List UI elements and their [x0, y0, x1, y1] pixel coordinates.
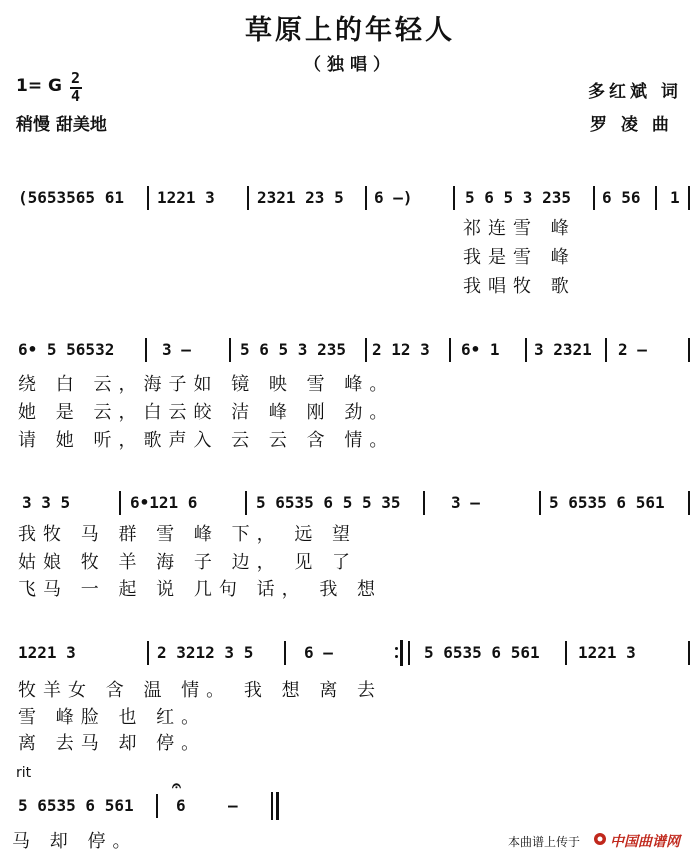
barline [147, 186, 149, 210]
time-signature-denominator: 4 [71, 87, 81, 105]
barline [688, 491, 690, 515]
measure-9-notes: 3 – [162, 340, 191, 359]
barline [247, 186, 249, 210]
song-title: 草原上的年轻人 [245, 15, 455, 46]
lyric-verse-3: 飞马 一 起 说 几句 话， 我 想 [18, 579, 383, 600]
repeat-end-barline [395, 638, 403, 668]
measure-19-notes: 5 6535 6 561 [549, 493, 665, 512]
lyric-verse-1: 牧羊女 含 温 情。 我 想 离 去 [18, 680, 383, 701]
ritardando-mark: rit [16, 765, 32, 781]
barline [365, 338, 367, 362]
key-signature: 1= G [16, 76, 62, 96]
barline [365, 186, 367, 210]
lyric-verse-3: 离 去马 却 停。 [18, 733, 207, 754]
measure-25-notes: 5 6535 6 561 [18, 796, 134, 815]
measure-17-notes: 5 6535 6 5 5 35 [256, 493, 401, 512]
song-subtitle: （独唱） [304, 55, 396, 75]
measure-26-extension: – [228, 796, 238, 815]
composer-credit: 罗 凌 曲 [590, 115, 673, 135]
final-barline-thin [271, 792, 273, 820]
measure-14-notes: 2 – [618, 340, 647, 359]
measure-8-notes: 6• 5 56532 [18, 340, 115, 359]
lyric-verse-1: 祁连雪 峰 [463, 218, 576, 239]
lyric-verse-1: 我牧 马 群 雪 峰 下， 远 望 [18, 524, 358, 545]
barline [453, 186, 455, 210]
barline [593, 186, 595, 210]
measure-13-notes: 3 2321 [534, 340, 592, 359]
final-barline-thick [276, 792, 279, 820]
measure-16-notes: 6•121 6 [130, 493, 198, 512]
footer-upload-text: 本曲谱上传于 [508, 835, 581, 849]
barline [688, 338, 690, 362]
measure-4-notes: 6 –) [374, 188, 413, 207]
measure-21-notes: 2 3212 3 5 [157, 643, 254, 662]
measure-2-notes: 1221 3 [157, 188, 215, 207]
lyric-verse-2: 她 是 云，白云皎 洁 峰 刚 劲。 [18, 402, 395, 423]
barline [145, 338, 147, 362]
lyric-verse-2: 姑娘 牧 羊 海 子 边， 见 了 [18, 552, 358, 573]
measure-5-notes: 5 6 5 3 235 [465, 188, 571, 207]
barline [229, 338, 231, 362]
lyricist-credit: 多红斌 词 [588, 82, 682, 102]
site-logo-icon [593, 831, 607, 845]
barline [565, 641, 567, 665]
barline [147, 641, 149, 665]
barline [688, 641, 690, 665]
barline [688, 186, 690, 210]
barline [284, 641, 286, 665]
barline [408, 641, 410, 665]
measure-6-notes: 6 56 [602, 188, 641, 207]
barline [119, 491, 121, 515]
barline [423, 491, 425, 515]
measure-1-notes: (5653565 61 [18, 188, 124, 207]
barline [539, 491, 541, 515]
barline [245, 491, 247, 515]
fermata-icon: 𝄐 [172, 776, 181, 795]
measure-12-notes: 6• 1 [461, 340, 500, 359]
measure-20-notes: 1221 3 [18, 643, 76, 662]
tempo-marking: 稍慢 甜美地 [16, 115, 107, 135]
measure-26-note: 6 [176, 796, 186, 815]
measure-10-notes: 5 6 5 3 235 [240, 340, 346, 359]
measure-15-notes: 3 3 5 [22, 493, 71, 512]
measure-24-notes: 1221 3 [578, 643, 636, 662]
lyric-verse-2: 雪 峰脸 也 红。 [18, 707, 207, 728]
barline [525, 338, 527, 362]
measure-3-notes: 2321 23 5 [257, 188, 344, 207]
measure-23-notes: 5 6535 6 561 [424, 643, 540, 662]
measure-11-notes: 2 12 3 [372, 340, 430, 359]
lyric-verse-2: 我是雪 峰 [463, 247, 576, 268]
lyric-verse-1: 绕 白 云，海子如 镜 映 雪 峰。 [18, 374, 395, 395]
lyric-verse-3: 我唱牧 歌 [463, 276, 576, 297]
barline [449, 338, 451, 362]
barline [655, 186, 657, 210]
measure-18-notes: 3 – [451, 493, 480, 512]
site-logo-text[interactable]: 中国曲谱网 [610, 834, 680, 850]
measure-7-notes: 1 [670, 188, 680, 207]
measure-22-notes: 6 – [304, 643, 333, 662]
time-signature-numerator: 2 [71, 69, 81, 87]
lyric-verse-3: 请 她 听，歌声入 云 云 含 情。 [18, 430, 395, 451]
barline [605, 338, 607, 362]
barline [156, 794, 158, 818]
lyric-verse-1: 马 却 停。 [12, 831, 138, 852]
